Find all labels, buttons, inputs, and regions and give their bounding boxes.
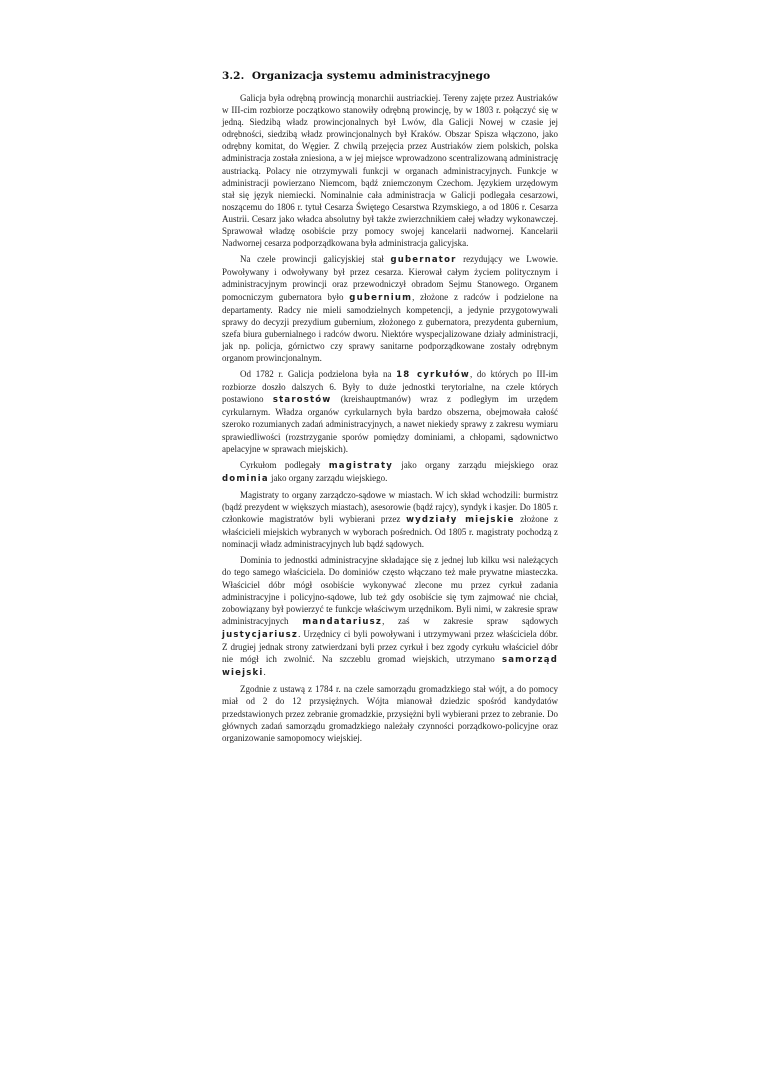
text-run: Od 1782 r. Galicja podzielona była na [240,369,397,380]
paragraph [222,253,558,364]
spaced-term: dominia [222,473,269,484]
paragraph [222,368,558,455]
text-run: Magistraty to organy zarządczo-sądowe w miastach. W ich skład wchodzili: burmistrz (bądź prezydent w większych miastach), asesorowie (bądź rajcy), syndyk i kasjer. Do 1805 r. członkowie magistratów byli wybierani przez [222,489,558,525]
text-run: Dominia to jednostki administracyjne składające się z jednej lub kilku wsi należących do tego samego właściciela. Do dominiów często włączano też małe prywatne miasteczka. Właściciel dóbr mógł osobiście wykonywać zlecone mu przez cyrkuł zadania administracyjne i policyjno-sądowe, lub też gdy osobiście się tym zajmować nie chciał, zobowiązany był powierzyć te funkcje właściwym urzędnikom. Byli nimi, w zakresie spraw administracyjnych [222,555,558,626]
spaced-term: 18 cyrkułów [396,370,470,381]
section-number: 3.2. [222,70,245,82]
spaced-term: samorząd wiejski [222,655,558,679]
spaced-term: justycjariusz [222,629,299,640]
spaced-term: magistraty [328,460,393,471]
text-run: rezydujący we Lwowie. Powoływany i odwoływany był przez cesarza. Kierował całym życiem politycznym i administracyjnym prowincji oraz przewodniczył obradom Sejmu Stanowego. Organem pomocniczym gubernatora było [222,254,558,302]
section-heading [222,70,558,82]
paragraph [222,489,558,550]
section-title: Organizacja systemu administracyjnego [251,70,491,82]
spaced-term: starostów [272,395,332,406]
paragraph [222,554,558,679]
paragraph [222,683,558,743]
text-run: . Urzędnicy ci byli powoływani i utrzymywani przez właściciela dóbr. Z drugiej jednak strony zatwierdzani byli przez cyrkuł i bez zgody cyrkułu właściciel dóbr nie mógł ich zwolnić. Na szczeblu gromad wiejskich, utrzymano [222,628,558,665]
body-text [222,92,558,744]
text-run: , do których po III-im rozbiorze doszło dalszych 6. Były to duże jednostki terytorialne, na czele których postawiono [222,369,559,405]
text-run: jako organy zarządu wiejskiego. [268,472,388,483]
spaced-term: wydziały miejskie [406,515,515,526]
text-run: złożone z właścicieli miejskich wybranych w wyborach pośrednich. Od 1805 r. magistraty pochodzą z nominacji władz administracyjnych lub bądź sądowych. [222,514,559,550]
text-run: Na czele prowincji galicyjskiej stał [240,254,391,265]
text-run: , zaś w zakresie spraw sądowych [382,615,558,626]
paragraph [222,92,558,249]
spaced-term: mandatariusz [302,616,383,627]
text-run: jako organy zarządu miejskiego oraz [392,459,558,470]
text-run: (kreishauptmanów) wraz z podległym im urzędem cyrkularnym. Władza organów cyrkularnych była bardzo obszerna, obejmowała całość szeroko rozumianych zadań administracyjnych, a nawet niekiedy sprawy z zakresu wymiaru sprawiedliwości (rozstrzyganie sporów pomiędzy dominiami, a chłopami, sądownictwo apelacyjne w sprawach miejskich). [222,394,559,454]
text-run: Galicja była odrębną prowincją monarchii austriackiej. Tereny zajęte przez Austriaków w III-cim rozbiorze początkowo stanowiły odrębną prowincję, by w 1803 r. połączyć się w jedną. Siedzibą władz prowincjonalnych był Lwów, dla Galicji Nowej w czasie jej odrębności, siedzibą władz prowincjonalnych był Kraków. Obszar Spisza włączono, jako odrębny komitat, do Węgier. Z chwilą przejęcia przez Austriaków ziem polskich, polska administracja została zniesiona, a w jej miejsce wprowadzono scentralizowaną administrację austriacką. Polacy nie otrzymywali funkcji w organach administracyjnych. Funkcje w administracji powierzano Niemcom, bądź zniemczonym Czechom. Językiem urzędowym stał się język niemiecki. Nominalnie cała administracja w Galicji podlegała cesarzowi, noszącemu do 1806 r. tytuł Cesarza Świętego Cesarstwa Rzymskiego, a od 1806 r. Cesarza Austrii. Cesarz jako władca absolutny był także zwierzchnikiem całej władzy wykonawczej. Sprawował władzę osobiście przy pomocy swojej kancelarii nadwornej. Kancelarii Nadwornej cesarza podporządkowana była administracja galicyjska. [222,93,558,249]
text-run: , złożone z radców i podzielone na departamenty. Radcy nie mieli samodzielnych kompetencji, a jedynie przygotowywali sprawy do decyzji prezydium gubernium, złożonego z gubernatora, prezydenta gubernium, szefa biura gubernialnego i radców dworu. Niektóre wyspecjalizowane działy administracji, jak np. policja, górnictwo czy sprawy sanitarne podporządkowane zostały odrębnym organom prowincjonalnym. [222,291,558,363]
page-content [222,70,558,748]
text-run: . [263,667,266,678]
paragraph [222,459,558,485]
spaced-term: gubernium [349,292,413,303]
text-run: Cyrkułom podlegały [240,459,329,470]
text-run: Zgodnie z ustawą z 1784 r. na czele samorządu gromadzkiego stał wójt, a do pomocy miał od 2 do 12 przysiężnych. Wójta mianował dziedzic spośród kandydatów przedstawionych przez zebranie gromadzkie, przysiężni byli wybierani przez to zebranie. Do głównych zadań samorządu gromadzkiego należały czynności porządkowo-policyjne oraz organizowanie samopomocy wiejskiej. [222,684,558,743]
spaced-term: gubernator [390,255,457,266]
